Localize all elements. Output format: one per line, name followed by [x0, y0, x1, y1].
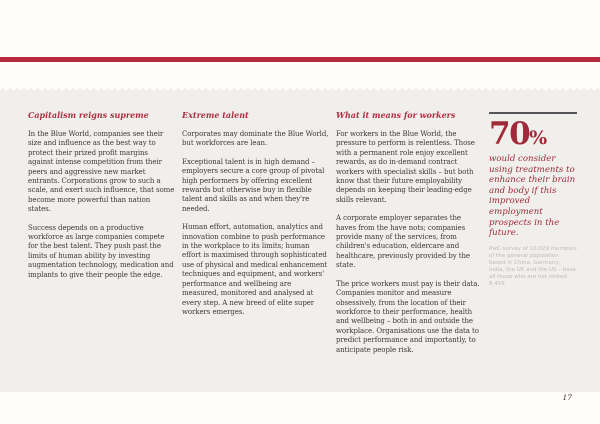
- column-paragraph: Human effort, automation, analytics and innovation combine to push performance in the workplace to its limits; human effort is maximised through sophisticated use of physical and medical enhancement techniques and equipment, and workers' performance and wellbeing are measured, monitored and analysed at every step. A new breed of elite super workers emerges.: [182, 223, 328, 316]
- statistic-description: would consider using treatments to enhance their brain and body if this improved employment prospects in the future.: [489, 154, 576, 239]
- column-heading: What it means for workers: [336, 110, 456, 120]
- column-paragraph: The price workers must pay is their data. Companies monitor and measure obsessively, from the location of their workforce to their performance, health and wellbeing – both in and outside the workplace. Organisations use the data to predict performance and importantly, to anticipate people risk.: [336, 279, 480, 354]
- column-what-it-means-for-workers: [336, 111, 483, 364]
- column-capitalism-reigns-supreme: [28, 111, 175, 289]
- statistic-percent-sign: %: [529, 127, 548, 149]
- statistic-footnote: PwC survey of 10,029 members of the general population based in China, Germany, India, the UK and the US – base all those who are not retired 8,459: [489, 245, 577, 287]
- column-paragraph: Exceptional talent is in high demand – employers secure a core group of pivotal high performers by offering excellent rewards but otherwise buy in flexible talent and skills as and when they're needed.: [182, 157, 325, 213]
- column-paragraph: Success depends on a productive workforce as large companies compete for the best talent. They push past the limits of human ability by investing augmentation technology, medication and implants to give their people the edge.: [28, 223, 174, 279]
- column-paragraph: A corporate employer separates the haves from the have nots; companies provide many of the services, from children's education, eldercare and healthcare, previously provided by the state.: [336, 214, 470, 270]
- accent-top-bar: [0, 57, 600, 62]
- page-number: 17: [562, 393, 572, 402]
- content-band: [0, 90, 600, 392]
- dotted-edge-decoration: [0, 87, 600, 90]
- column-paragraph: For workers in the Blue World, the pressure to perform is relentless. Those with a permanent role enjoy excellent rewards, as do in-demand contract workers with specialist skills – but both know that their future employability depends on keeping their leading-edge skills relevant.: [336, 130, 475, 204]
- statistic-value: [489, 116, 577, 152]
- statistic-divider-rule: [489, 112, 577, 114]
- column-paragraph: Corporates may dominate the Blue World, but workforces are lean.: [182, 130, 329, 148]
- column-heading: Extreme talent: [182, 110, 249, 120]
- statistic-callout: [489, 112, 577, 288]
- column-extreme-talent: [182, 111, 329, 326]
- column-paragraph: In the Blue World, companies see their size and influence as the best way to protect their prized profit margins against intense competition from their peers and aggressive new market entrants. Corporations grow to such a scale, and exert such influence, that some become more powerful than nation states.: [28, 130, 175, 214]
- statistic-number: 70: [489, 116, 530, 152]
- column-heading: Capitalism reigns supreme: [28, 110, 149, 120]
